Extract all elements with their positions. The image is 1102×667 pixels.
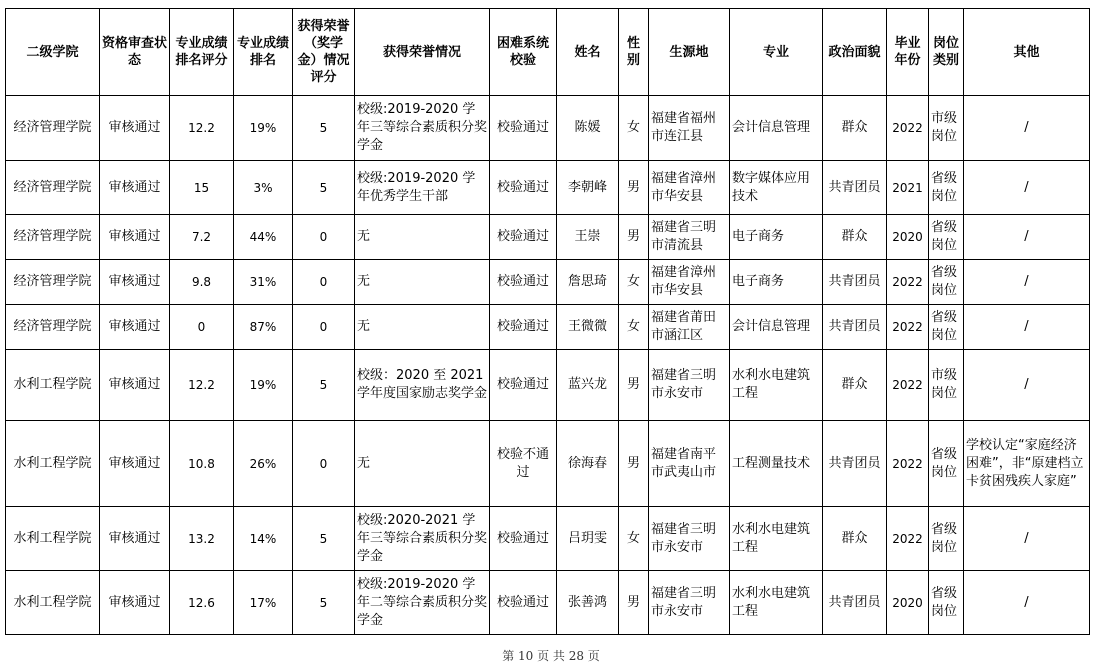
gender-cell: 女 [619,507,649,571]
honor-cell: 校级:2019-2020 学年三等综合素质积分奖学金 [355,96,490,161]
table-body [6,96,1090,635]
honor-cell: 校级:2019-2020 学年优秀学生干部 [355,161,490,215]
gender-cell: 男 [619,161,649,215]
gender-cell: 男 [619,421,649,507]
review-status-cell: 审核通过 [100,215,170,260]
honor-score-cell: 5 [293,507,355,571]
header-cell: 二级学院 [6,9,100,96]
header-cell: 获得荣誉（奖学金）情况评分 [293,9,355,96]
header-cell: 专业 [730,9,823,96]
table-row [6,161,1090,215]
gender-cell: 女 [619,96,649,161]
origin-cell: 福建省福州市连江县 [649,96,730,161]
year-cell: 2022 [887,507,929,571]
review-status-cell: 审核通过 [100,260,170,305]
table-row [6,215,1090,260]
honor-cell: 无 [355,260,490,305]
political-cell: 群众 [823,350,887,421]
honor-score-cell: 0 [293,421,355,507]
political-cell: 共青团员 [823,305,887,350]
other-cell: / [964,507,1090,571]
major-cell: 数字媒体应用技术 [730,161,823,215]
table-row [6,507,1090,571]
political-cell: 群众 [823,215,887,260]
name-cell: 李朝峰 [557,161,619,215]
origin-cell: 福建省漳州市华安县 [649,161,730,215]
honor-cell: 校级:2019-2020 学年二等综合素质积分奖学金 [355,571,490,635]
table-row [6,350,1090,421]
review-status-cell: 审核通过 [100,305,170,350]
header-cell: 困难系统校验 [490,9,557,96]
other-cell: / [964,305,1090,350]
post-type-cell: 省级岗位 [929,260,964,305]
gender-cell: 女 [619,260,649,305]
table-row [6,571,1090,635]
name-cell: 王微微 [557,305,619,350]
other-cell: / [964,215,1090,260]
check-cell: 校验通过 [490,350,557,421]
table-row [6,96,1090,161]
honor-score-cell: 0 [293,215,355,260]
political-cell: 共青团员 [823,260,887,305]
name-cell: 张善鸿 [557,571,619,635]
year-cell: 2022 [887,305,929,350]
name-cell: 吕玥雯 [557,507,619,571]
honor-score-cell: 5 [293,350,355,421]
origin-cell: 福建省三明市永安市 [649,507,730,571]
rank-cell: 14% [234,507,293,571]
other-cell: / [964,260,1090,305]
political-cell: 共青团员 [823,571,887,635]
score-cell: 15 [170,161,234,215]
review-status-cell: 审核通过 [100,421,170,507]
honor-cell: 校级:2020-2021 学年三等综合素质积分奖学金 [355,507,490,571]
honor-score-cell: 5 [293,571,355,635]
major-cell: 工程测量技术 [730,421,823,507]
college-cell: 水利工程学院 [6,350,100,421]
political-cell: 群众 [823,507,887,571]
college-cell: 经济管理学院 [6,260,100,305]
origin-cell: 福建省三明市清流县 [649,215,730,260]
header-cell: 岗位类别 [929,9,964,96]
score-cell: 0 [170,305,234,350]
college-cell: 水利工程学院 [6,421,100,507]
header-row [6,9,1090,96]
year-cell: 2022 [887,350,929,421]
header-cell: 获得荣誉情况 [355,9,490,96]
origin-cell: 福建省漳州市华安县 [649,260,730,305]
score-cell: 12.2 [170,350,234,421]
college-cell: 水利工程学院 [6,507,100,571]
post-type-cell: 省级岗位 [929,507,964,571]
college-cell: 经济管理学院 [6,215,100,260]
rank-cell: 26% [234,421,293,507]
post-type-cell: 市级岗位 [929,350,964,421]
score-cell: 9.8 [170,260,234,305]
college-cell: 经济管理学院 [6,96,100,161]
origin-cell: 福建省三明市永安市 [649,571,730,635]
header-cell: 专业成绩排名 [234,9,293,96]
score-cell: 10.8 [170,421,234,507]
check-cell: 校验通过 [490,507,557,571]
gender-cell: 男 [619,215,649,260]
review-status-cell: 审核通过 [100,96,170,161]
college-cell: 经济管理学院 [6,305,100,350]
check-cell: 校验通过 [490,305,557,350]
rank-cell: 31% [234,260,293,305]
header-cell: 政治面貌 [823,9,887,96]
name-cell: 蓝兴龙 [557,350,619,421]
post-type-cell: 市级岗位 [929,96,964,161]
honor-cell: 无 [355,215,490,260]
post-type-cell: 省级岗位 [929,571,964,635]
major-cell: 电子商务 [730,260,823,305]
header-cell: 生源地 [649,9,730,96]
rank-cell: 19% [234,96,293,161]
check-cell: 校验不通过 [490,421,557,507]
gender-cell: 男 [619,350,649,421]
header-cell: 其他 [964,9,1090,96]
honor-cell: 校级：2020 至 2021 学年度国家励志奖学金 [355,350,490,421]
major-cell: 电子商务 [730,215,823,260]
header-cell: 资格审查状态 [100,9,170,96]
honor-cell: 无 [355,421,490,507]
political-cell: 共青团员 [823,161,887,215]
major-cell: 会计信息管理 [730,305,823,350]
data-table [5,8,1090,635]
table-row [6,421,1090,507]
other-cell: 学校认定“家庭经济困难”，非“原建档立卡贫困残疾人家庭” [964,421,1090,507]
college-cell: 经济管理学院 [6,161,100,215]
major-cell: 水利水电建筑工程 [730,507,823,571]
origin-cell: 福建省三明市永安市 [649,350,730,421]
check-cell: 校验通过 [490,96,557,161]
check-cell: 校验通过 [490,215,557,260]
post-type-cell: 省级岗位 [929,161,964,215]
major-cell: 会计信息管理 [730,96,823,161]
year-cell: 2022 [887,96,929,161]
header-cell: 毕业年份 [887,9,929,96]
year-cell: 2022 [887,260,929,305]
other-cell: / [964,161,1090,215]
post-type-cell: 省级岗位 [929,305,964,350]
review-status-cell: 审核通过 [100,161,170,215]
honor-score-cell: 5 [293,161,355,215]
header-cell: 姓名 [557,9,619,96]
name-cell: 詹思琦 [557,260,619,305]
rank-cell: 44% [234,215,293,260]
year-cell: 2021 [887,161,929,215]
review-status-cell: 审核通过 [100,507,170,571]
honor-score-cell: 0 [293,260,355,305]
score-cell: 12.6 [170,571,234,635]
college-cell: 水利工程学院 [6,571,100,635]
header-cell: 性别 [619,9,649,96]
other-cell: / [964,96,1090,161]
score-cell: 13.2 [170,507,234,571]
gender-cell: 男 [619,571,649,635]
honor-cell: 无 [355,305,490,350]
year-cell: 2020 [887,571,929,635]
name-cell: 徐海春 [557,421,619,507]
major-cell: 水利水电建筑工程 [730,571,823,635]
review-status-cell: 审核通过 [100,571,170,635]
year-cell: 2022 [887,421,929,507]
name-cell: 王崇 [557,215,619,260]
page-footer: 第 10 页 共 28 页 [502,649,600,663]
origin-cell: 福建省莆田市涵江区 [649,305,730,350]
check-cell: 校验通过 [490,161,557,215]
post-type-cell: 省级岗位 [929,421,964,507]
review-status-cell: 审核通过 [100,350,170,421]
score-cell: 12.2 [170,96,234,161]
origin-cell: 福建省南平市武夷山市 [649,421,730,507]
other-cell: / [964,571,1090,635]
year-cell: 2020 [887,215,929,260]
other-cell: / [964,350,1090,421]
rank-cell: 17% [234,571,293,635]
gender-cell: 女 [619,305,649,350]
honor-score-cell: 0 [293,305,355,350]
header-cell: 专业成绩排名评分 [170,9,234,96]
rank-cell: 87% [234,305,293,350]
table-row [6,260,1090,305]
political-cell: 群众 [823,96,887,161]
check-cell: 校验通过 [490,571,557,635]
post-type-cell: 省级岗位 [929,215,964,260]
table-row [6,305,1090,350]
honor-score-cell: 5 [293,96,355,161]
political-cell: 共青团员 [823,421,887,507]
check-cell: 校验通过 [490,260,557,305]
major-cell: 水利水电建筑工程 [730,350,823,421]
rank-cell: 19% [234,350,293,421]
rank-cell: 3% [234,161,293,215]
score-cell: 7.2 [170,215,234,260]
name-cell: 陈媛 [557,96,619,161]
